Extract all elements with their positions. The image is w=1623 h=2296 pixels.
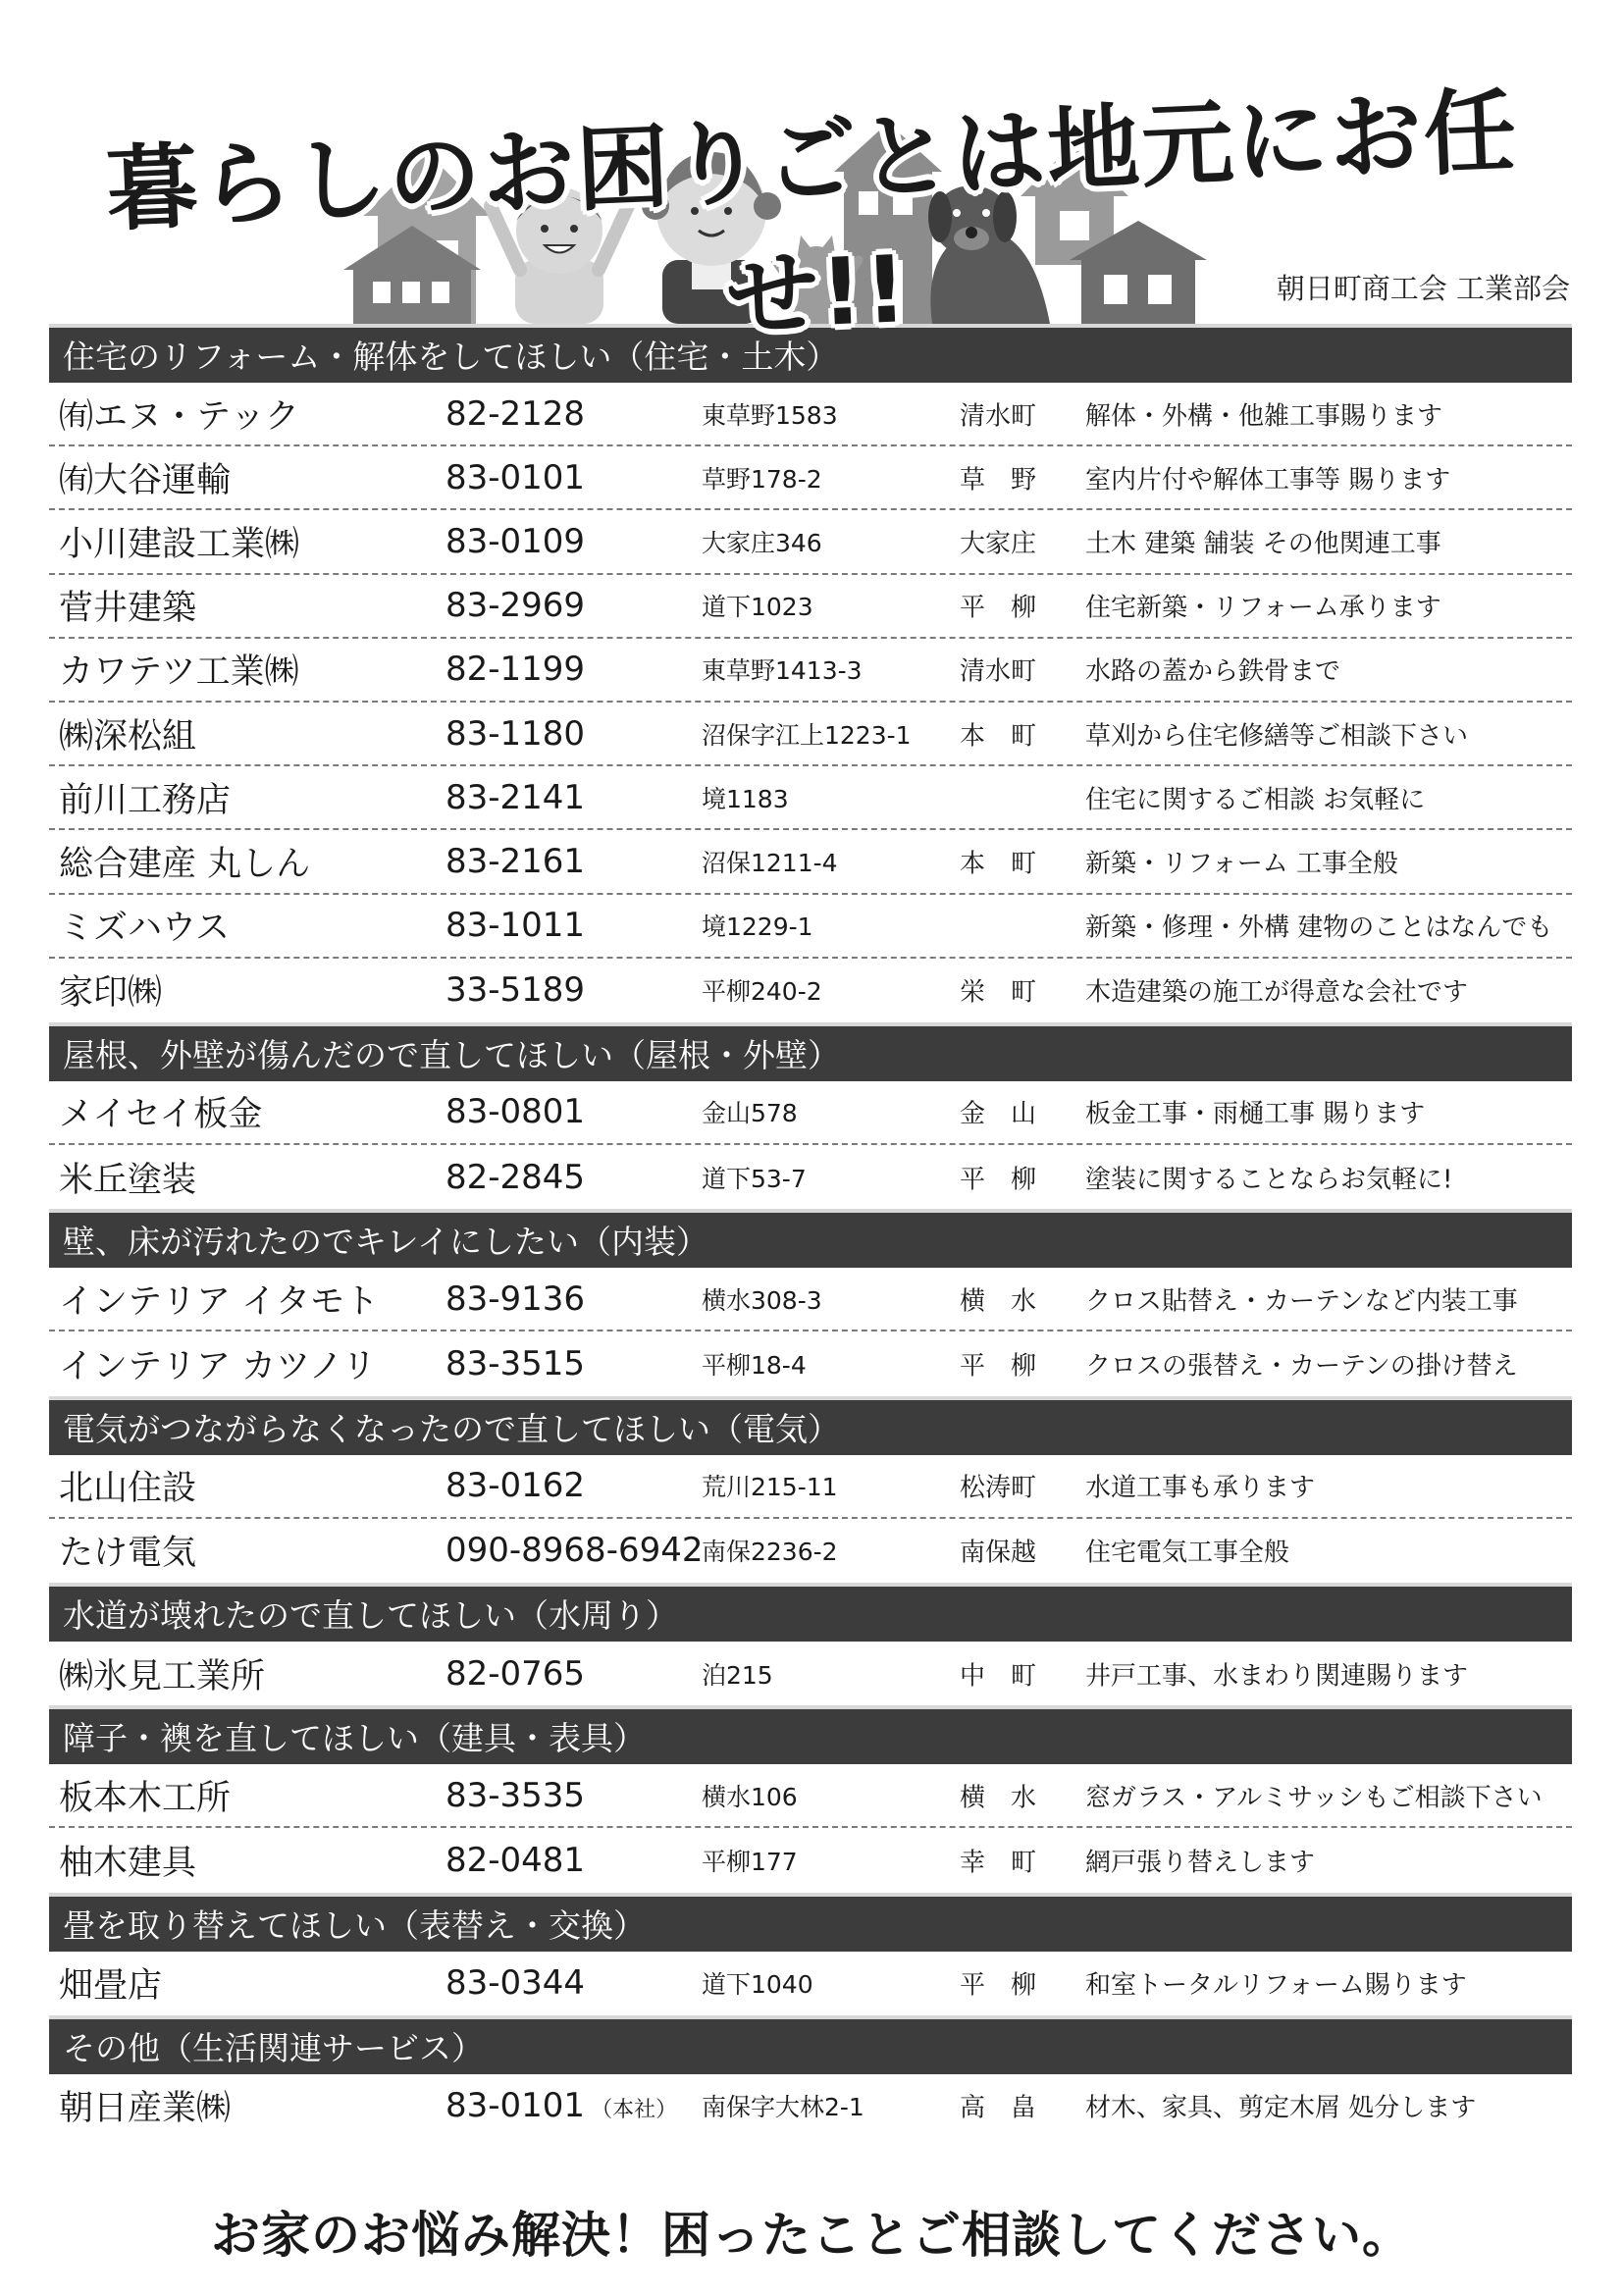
list-item <box>49 1642 1572 1705</box>
organization-name: 朝日町商工会 工業部会 <box>1276 272 1570 305</box>
address-text: 東草野1413-3 <box>702 656 863 686</box>
address <box>702 588 813 623</box>
list-item <box>49 1081 1572 1145</box>
service-description-text: クロス貼替え・カーテンなど内装工事 <box>1085 1286 1518 1317</box>
category-group <box>49 1455 1572 1583</box>
service-description-text: 窓ガラス・アルミサッシもご相談下さい <box>1085 1783 1543 1813</box>
area-name-text: 平 柳 <box>960 593 1037 623</box>
address-text: 泊215 <box>702 1660 773 1690</box>
area-name <box>960 1777 1036 1813</box>
area-name <box>960 843 1036 879</box>
address-text: 草野178-2 <box>702 464 822 494</box>
address <box>702 908 813 943</box>
address-text: 東草野1583 <box>702 400 838 430</box>
category-header: その他（生活関連サービス） <box>49 2015 1572 2074</box>
service-description-text: 木造建築の施工が得意な会社です <box>1085 977 1469 1008</box>
service-description <box>1085 1965 1467 2002</box>
area-name <box>960 1655 1036 1692</box>
list-item <box>49 1268 1572 1331</box>
category-group <box>49 1764 1572 1892</box>
phone-number <box>445 1963 585 2003</box>
phone-number-text: 090-8968-6942 <box>445 1531 704 1571</box>
service-description-text: 住宅電気工事全般 <box>1085 1538 1290 1568</box>
address <box>702 1094 798 1129</box>
address <box>702 780 789 815</box>
service-description <box>1085 1094 1425 1130</box>
phone-number-text: 82-2128 <box>445 393 586 434</box>
phone-number-text: 83-0344 <box>445 1963 586 2004</box>
area-name-text: 草 野 <box>960 465 1037 496</box>
service-description <box>1085 459 1450 496</box>
business-name <box>59 837 310 886</box>
business-name <box>59 1275 379 1324</box>
list-item <box>49 1519 1572 1583</box>
address <box>702 844 838 879</box>
business-name <box>59 901 230 950</box>
business-name-text: たけ電気 <box>59 1534 197 1574</box>
phone-number-text: 83-3535 <box>445 1775 586 1815</box>
phone-number <box>445 778 585 817</box>
address <box>702 460 822 496</box>
service-description-text: 水道工事も承ります <box>1085 1473 1316 1503</box>
list-item <box>49 1331 1572 1395</box>
phone-number <box>445 1344 585 1383</box>
phone-number <box>445 394 585 434</box>
phone-number <box>445 2086 677 2125</box>
address <box>702 1281 822 1317</box>
service-description-text: 室内片付や解体工事等 賜ります <box>1085 465 1451 496</box>
phone-number-text: 33-5189 <box>445 970 586 1011</box>
list-item <box>49 383 1572 446</box>
list-item <box>49 1828 1572 1892</box>
service-description <box>1085 715 1468 752</box>
business-name-text: 柚木建具 <box>59 1843 197 1883</box>
area-name-text: 横 水 <box>960 1783 1037 1813</box>
business-name-text: 菅井建築 <box>59 589 197 629</box>
phone-number <box>445 1279 585 1319</box>
phone-number-text: 82-2845 <box>445 1157 586 1197</box>
category-header: 障子・襖を直してほしい（建具・表具） <box>49 1705 1572 1764</box>
area-name-text: 大家庄 <box>960 529 1037 559</box>
business-name-text: ㈲大谷運輸 <box>59 460 232 500</box>
area-name-text: 高 畠 <box>960 2093 1037 2123</box>
list-item <box>49 830 1572 894</box>
area-name <box>960 1346 1036 1383</box>
business-name-text: カワテツ工業㈱ <box>59 652 299 693</box>
address-text: 大家庄346 <box>702 528 822 557</box>
category-group <box>49 1952 1572 2015</box>
phone-number <box>445 1092 585 1131</box>
service-description <box>1085 1280 1518 1317</box>
service-description-text: 草刈から住宅修繕等ご相談下さい <box>1085 721 1469 752</box>
service-description <box>1085 1777 1543 1813</box>
business-name <box>59 709 196 758</box>
area-name <box>960 1280 1036 1317</box>
address <box>702 1656 773 1692</box>
service-description-text: 井戸工事、水まわり関連賜ります <box>1085 1661 1469 1692</box>
area-name <box>960 1842 1036 1878</box>
phone-number-text: 83-0101 <box>445 2086 586 2126</box>
business-name <box>59 1836 196 1885</box>
area-name-text: 栄 町 <box>960 977 1037 1008</box>
service-description-text: 水路の蓋から鉄骨まで <box>1085 656 1341 687</box>
business-name <box>59 1649 265 1698</box>
service-description-text: 網戸張り替えします <box>1085 1848 1316 1878</box>
area-name <box>960 588 1036 624</box>
phone-number <box>445 1841 585 1880</box>
business-name <box>59 1153 196 1202</box>
business-name <box>59 1461 196 1510</box>
area-name-text: 横 水 <box>960 1286 1037 1317</box>
area-name-text: 中 町 <box>960 1661 1037 1692</box>
footer-slogan: お家のお悩み解決！困ったことご相談してください。 <box>211 2207 1412 2264</box>
list-item <box>49 959 1572 1022</box>
list-item <box>49 1952 1572 2015</box>
business-name-text: インテリア イタモト <box>59 1281 380 1322</box>
phone-number <box>445 906 585 945</box>
category-group <box>49 1268 1572 1395</box>
service-description-text: 和室トータルリフォーム賜ります <box>1085 1970 1467 2001</box>
business-name <box>59 1339 376 1388</box>
phone-number <box>445 1776 585 1815</box>
business-name <box>59 453 231 502</box>
phone-number-text: 83-9136 <box>445 1278 586 1319</box>
area-name <box>960 1533 1036 1569</box>
category-group <box>49 1081 1572 1209</box>
service-description <box>1085 523 1441 559</box>
address <box>702 1160 807 1195</box>
address-text: 道下1023 <box>702 593 813 622</box>
list-item <box>49 639 1572 703</box>
address-text: 平柳18-4 <box>702 1351 807 1381</box>
phone-number <box>445 586 585 625</box>
area-name <box>960 459 1036 496</box>
phone-number-text: 83-0162 <box>445 1466 586 1506</box>
phone-number <box>445 714 585 754</box>
area-name-text: 本 町 <box>960 849 1037 879</box>
phone-number-text: 82-0765 <box>445 1653 586 1694</box>
service-description <box>1085 1159 1452 1195</box>
address <box>702 652 863 687</box>
address-text: 道下53-7 <box>702 1164 807 1193</box>
area-name-text: 平 柳 <box>960 1351 1037 1382</box>
address <box>702 396 838 432</box>
business-name <box>59 390 299 439</box>
area-name <box>960 652 1036 688</box>
phone-number-text: 83-2969 <box>445 586 586 626</box>
business-name-text: 畑畳店 <box>59 1966 163 2007</box>
phone-number <box>445 1466 585 1505</box>
service-description <box>1085 1842 1315 1878</box>
phone-number-text: 83-1180 <box>445 713 586 754</box>
area-name <box>960 1468 1036 1504</box>
category-group <box>49 1642 1572 1705</box>
list-item <box>49 1764 1572 1828</box>
service-description <box>1085 779 1425 815</box>
service-description <box>1085 588 1441 624</box>
service-description <box>1085 1533 1289 1569</box>
area-name-text: 清水町 <box>960 656 1037 687</box>
list-item <box>49 2074 1572 2138</box>
business-name-text: 小川建設工業㈱ <box>59 524 300 564</box>
business-name-text: ㈱氷見工業所 <box>59 1656 266 1696</box>
address <box>702 524 822 559</box>
service-description-text: 解体・外構・他雑工事賜ります <box>1085 401 1443 432</box>
area-name-text: 幸 町 <box>960 1848 1037 1878</box>
business-name-text: 家印㈱ <box>59 973 163 1014</box>
category-group <box>49 2074 1572 2138</box>
address <box>702 1533 838 1568</box>
header <box>0 0 1623 351</box>
address <box>702 1346 807 1382</box>
service-description-text: 土木 建築 舗装 その他関連工事 <box>1085 529 1441 559</box>
address-text: 金山578 <box>702 1099 798 1128</box>
area-name-text: 清水町 <box>960 401 1037 432</box>
service-description-text: 板金工事・雨樋工事 賜ります <box>1085 1099 1426 1129</box>
phone-number-text: 83-1011 <box>445 906 586 946</box>
phone-number <box>445 1158 585 1197</box>
business-directory <box>49 324 1572 2138</box>
page-title: 暮らしのお困りごとは地元にお任せ!! <box>103 78 1521 351</box>
area-name-text: 金 山 <box>960 1099 1037 1129</box>
phone-number-text: 83-2141 <box>445 777 586 817</box>
business-name-text: ㈱深松組 <box>59 716 197 757</box>
service-description-text: 材木、家具、剪定木屑 処分します <box>1085 2093 1477 2123</box>
service-description <box>1085 1468 1315 1504</box>
area-name-text: 南保越 <box>960 1538 1037 1568</box>
address-text: 荒川215-11 <box>702 1473 838 1502</box>
phone-number-text: 82-0481 <box>445 1840 586 1880</box>
area-name-text: 平 柳 <box>960 1165 1037 1195</box>
address-text: 横水308-3 <box>702 1285 822 1315</box>
business-name-text: 前川工務店 <box>59 780 232 820</box>
service-description-text: 塗装に関することならお気軽に! <box>1085 1165 1453 1195</box>
area-name <box>960 2088 1036 2124</box>
address-text: 道下1040 <box>702 1970 813 2000</box>
business-name-text: 米丘塗装 <box>59 1160 197 1200</box>
phone-number-text: 83-0801 <box>445 1092 586 1132</box>
service-description <box>1085 1346 1518 1383</box>
list-item <box>49 1145 1572 1209</box>
list-item <box>49 703 1572 766</box>
business-name <box>59 1087 262 1136</box>
service-description <box>1085 843 1398 879</box>
service-description <box>1085 972 1468 1009</box>
area-name <box>960 1965 1036 2002</box>
address-text: 平柳240-2 <box>702 977 822 1007</box>
service-description-text: 住宅新築・リフォーム承ります <box>1085 593 1441 623</box>
phone-number <box>445 1531 704 1570</box>
phone-number-text: 83-3515 <box>445 1344 586 1384</box>
address <box>702 1965 813 2001</box>
service-description <box>1085 908 1552 944</box>
address <box>702 1468 838 1503</box>
address-text: 横水106 <box>702 1782 798 1811</box>
address-text: 境1229-1 <box>702 913 813 942</box>
address-text: 境1183 <box>702 784 789 813</box>
address-text: 平柳177 <box>702 1847 798 1876</box>
area-name-text: 平 柳 <box>960 1970 1037 2001</box>
business-name-text: ミズハウス <box>59 909 230 949</box>
category-header: 住宅のリフォーム・解体をしてほしい（住宅・土木） <box>49 324 1572 383</box>
business-name <box>59 517 299 566</box>
business-name <box>59 965 162 1015</box>
area-name-text: 本 町 <box>960 721 1037 752</box>
business-name <box>59 581 196 630</box>
address-text: 沼保字江上1223-1 <box>702 720 912 750</box>
business-name-text: 総合建産 丸しん <box>59 844 311 884</box>
category-header: 電気がつながらなくなったので直してほしい（電気） <box>49 1396 1572 1455</box>
business-name-text: 朝日産業㈱ <box>59 2089 232 2129</box>
phone-number-text: 83-0101 <box>445 457 586 497</box>
category-group <box>49 383 1572 1022</box>
business-name <box>59 1958 162 2008</box>
list-item <box>49 1455 1572 1519</box>
phone-number <box>445 842 585 881</box>
area-name <box>960 1094 1036 1130</box>
service-description <box>1085 2088 1476 2124</box>
phone-number <box>445 970 585 1010</box>
area-name <box>960 1159 1036 1195</box>
area-name-text: 松涛町 <box>960 1473 1037 1503</box>
business-name <box>59 1771 231 1820</box>
area-name <box>960 395 1036 432</box>
address <box>702 972 822 1008</box>
business-name-text: 板本木工所 <box>59 1778 232 1818</box>
address <box>702 1843 798 1878</box>
service-description <box>1085 395 1442 432</box>
category-header: 壁、床が汚れたのでキレイにしたい（内装） <box>49 1209 1572 1268</box>
address <box>702 1778 798 1813</box>
list-item <box>49 895 1572 959</box>
area-name <box>960 523 1036 559</box>
address <box>702 716 912 752</box>
business-name-text: メイセイ板金 <box>59 1095 263 1135</box>
business-name <box>59 773 231 822</box>
service-description <box>1085 1655 1468 1692</box>
phone-note: （本社） <box>591 2098 678 2123</box>
category-header: 水道が壊れたので直してほしい（水周り） <box>49 1583 1572 1642</box>
service-description-text: 新築・修理・外構 建物のことはなんでも <box>1085 913 1553 943</box>
list-item <box>49 575 1572 639</box>
category-header: 畳を取り替えてほしい（表替え・交換） <box>49 1893 1572 1952</box>
service-description <box>1085 652 1340 688</box>
list-item <box>49 766 1572 830</box>
business-name-text: インテリア カツノリ <box>59 1347 377 1387</box>
service-description-text: 住宅に関するご相談 お気軽に <box>1085 785 1426 815</box>
business-name <box>59 2081 231 2130</box>
service-description-text: 新築・リフォーム 工事全般 <box>1085 849 1398 879</box>
business-name <box>59 1526 196 1575</box>
address-text: 沼保1211-4 <box>702 848 838 877</box>
area-name <box>960 715 1036 752</box>
area-name <box>960 972 1036 1009</box>
phone-number-text: 83-2161 <box>445 841 586 881</box>
phone-number-text: 83-0109 <box>445 521 586 561</box>
business-name <box>59 645 299 694</box>
category-header: 屋根、外壁が傷んだので直してほしい（屋根・外壁） <box>49 1022 1572 1081</box>
list-item <box>49 510 1572 574</box>
business-name-text: 北山住設 <box>59 1469 197 1509</box>
phone-number <box>445 1654 585 1694</box>
phone-number <box>445 458 585 497</box>
phone-number <box>445 650 585 689</box>
address <box>702 2088 864 2123</box>
phone-number <box>445 522 585 561</box>
phone-number-text: 82-1199 <box>445 650 586 690</box>
address-text: 南保字大林2-1 <box>702 2093 864 2122</box>
business-name-text: ㈲エヌ・テック <box>59 396 300 437</box>
service-description-text: クロスの張替え・カーテンの掛け替え <box>1085 1351 1518 1382</box>
address-text: 南保2236-2 <box>702 1538 838 1567</box>
list-item <box>49 446 1572 510</box>
